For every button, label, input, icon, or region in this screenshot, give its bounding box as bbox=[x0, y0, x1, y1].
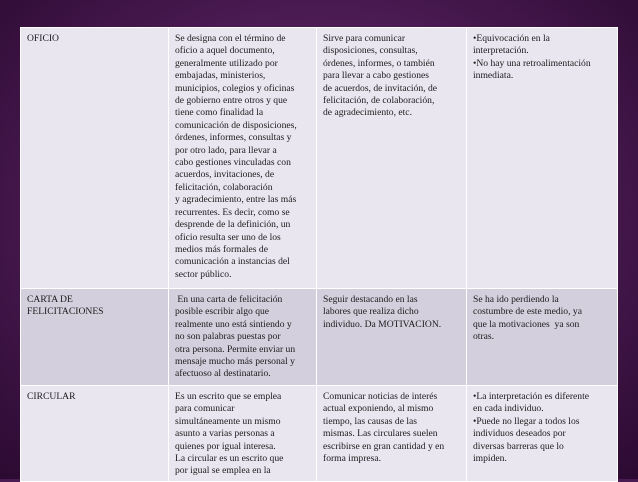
definition-cell: Se designa con el término de oficio a aquel documento, generalmente utilizado por embajadas, ministerios, municipios, colegios y oficinas de gobierno entre otros y que tiene como finalidad la comunicación de disposiciones, órdenes, informes, consultas y por otro lado, para llevar a cabo gestiones vinculadas con acuerdos, invitaciones, de felicitación, colaboración y agradecimiento, entre las más recurrentes. Es decir, como se desprende de la definición, un oficio resulta ser uno de los medios más formales de comunicación a instancias del sector público. bbox=[169, 28, 317, 289]
definition-cell: Es un escrito que se emplea para comunicar simultáneamente un mismo asunto a varias personas a quienes por igual interesa. La circular es un escrito que por igual se emplea en la bbox=[169, 386, 317, 482]
purpose-cell: Sirve para comunicar disposiciones, consultas, órdenes, informes, o también para llevar a cabo gestiones de acuerdos, de invitación, de felicitación, de colaboración, de agradecimiento, etc. bbox=[317, 28, 467, 289]
medium-name-cell: CIRCULAR bbox=[21, 386, 169, 482]
table-row bbox=[21, 289, 618, 386]
purpose-cell: Seguir destacando en las labores que realiza dicho individuo. Da MOTIVACION. bbox=[317, 289, 467, 386]
table-row bbox=[21, 386, 618, 482]
problem-item: •Puede no llegar a todos los individuos deseados por diversas barreras que lo impiden. bbox=[473, 415, 580, 465]
problem-item: •Equivocación en la interpretación. bbox=[473, 33, 550, 57]
definition-cell: En una carta de felicitación posible escribir algo que realmente uno está sintiendo y no son palabras puestas por otra persona. Permite enviar un mensaje mucho más personal y afectuoso al destinatario. bbox=[169, 289, 317, 386]
problem-item: Se ha ido perdiendo la costumbre de este medio, ya que la motivaciones ya son otras. bbox=[473, 294, 582, 343]
problems-cell bbox=[467, 386, 618, 482]
purpose-cell: Comunicar noticias de interés actual exponiendo, al mismo tiempo, las causas de las mismas. Las circulares suelen escribirse en gran cantidad y en forma impresa. bbox=[317, 386, 467, 482]
medium-name-cell: CARTA DE FELICITACIONES bbox=[21, 289, 169, 386]
medium-name-cell: OFICIO bbox=[21, 28, 169, 289]
table-row bbox=[21, 28, 618, 289]
problems-cell bbox=[467, 289, 618, 386]
problem-item: •La interpretación es diferente en cada individuo. bbox=[473, 391, 590, 415]
problem-item: •No hay una retroalimentación inmediata. bbox=[473, 57, 591, 82]
communication-media-table bbox=[20, 27, 618, 482]
problems-cell bbox=[467, 28, 618, 289]
